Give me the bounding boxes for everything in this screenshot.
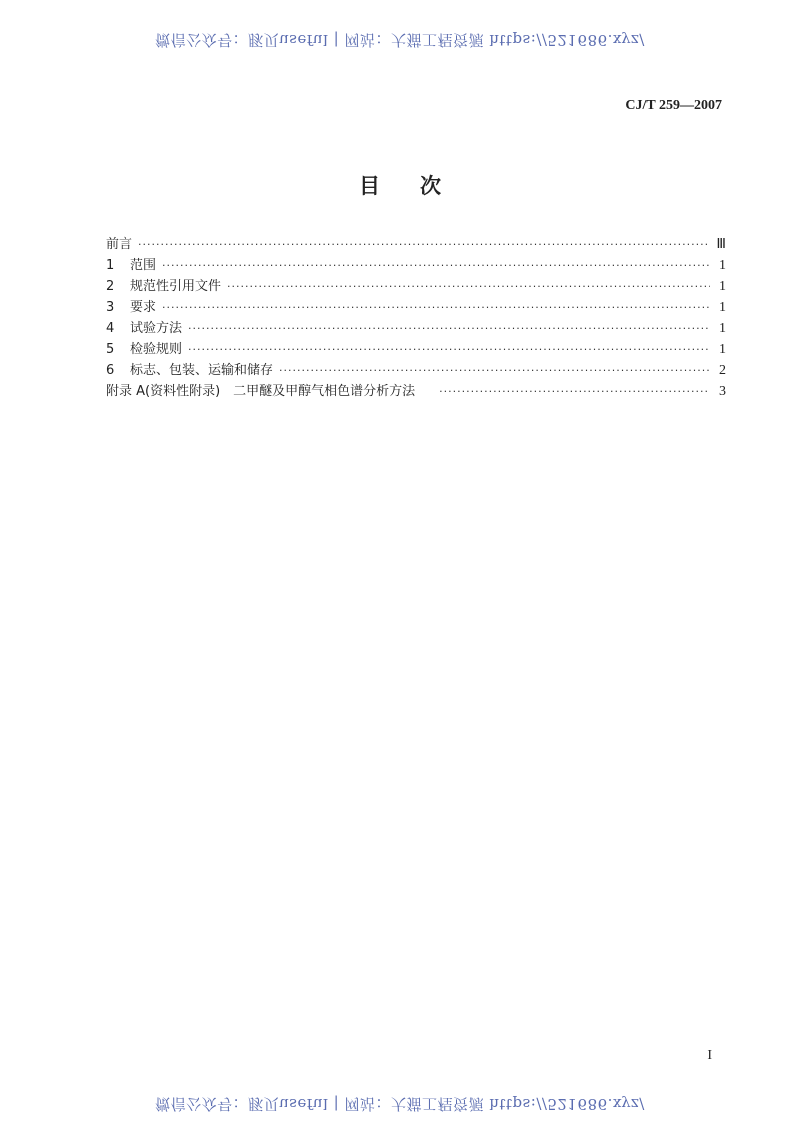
- toc-page: Ⅲ: [716, 237, 726, 252]
- toc-number: 5: [106, 342, 115, 357]
- toc-label: 前言: [106, 237, 133, 252]
- toc-page: 3: [719, 384, 726, 399]
- leader-dots: [188, 322, 710, 335]
- toc-number: 3: [106, 300, 115, 315]
- toc-page: 1: [719, 279, 726, 294]
- watermark-bottom: 微信公众号：豚贝useful | 网站：大猫工程资源 https://521686.xyz/: [155, 1095, 645, 1113]
- toc-entry[interactable]: [106, 254, 726, 275]
- toc-page: 2: [719, 363, 726, 378]
- toc-label: 附录 A(资料性附录) 二甲醚及甲醇气相色谱分析方法: [106, 384, 416, 399]
- toc-entry[interactable]: [106, 275, 726, 296]
- toc-entry-appendix-a[interactable]: [106, 380, 726, 401]
- toc-entry-foreword[interactable]: [106, 233, 726, 254]
- leader-dots: [162, 259, 710, 272]
- toc-label: 标志、包装、运输和储存: [130, 363, 274, 378]
- toc-number: 6: [106, 363, 115, 378]
- watermark-top: 微信公众号：豚贝useful | 网站：大猫工程资源 https://521686.xyz/: [155, 31, 645, 49]
- page-number: I: [707, 1048, 712, 1063]
- toc-entry[interactable]: [106, 359, 726, 380]
- toc-page: 1: [719, 342, 726, 357]
- toc-label: 检验规则: [130, 342, 183, 357]
- toc-entry[interactable]: [106, 296, 726, 317]
- toc-label: 规范性引用文件: [130, 279, 222, 294]
- toc-entry[interactable]: [106, 338, 726, 359]
- table-of-contents: [106, 233, 726, 401]
- toc-label: 试验方法: [130, 321, 183, 336]
- leader-dots: [439, 385, 710, 398]
- standard-code: CJ/T 259—2007: [625, 98, 722, 113]
- toc-number: 2: [106, 279, 115, 294]
- toc-label: 要求: [130, 300, 157, 315]
- toc-label: 范围: [130, 258, 157, 273]
- leader-dots: [138, 238, 710, 251]
- toc-number: 1: [106, 258, 115, 273]
- toc-number: 4: [106, 321, 115, 336]
- leader-dots: [188, 343, 710, 356]
- leader-dots: [279, 364, 710, 377]
- toc-page: 1: [719, 258, 726, 273]
- toc-page: 1: [719, 300, 726, 315]
- toc-page: 1: [719, 321, 726, 336]
- leader-dots: [227, 280, 710, 293]
- page-title: 目次: [359, 174, 481, 198]
- leader-dots: [162, 301, 710, 314]
- toc-entry[interactable]: [106, 317, 726, 338]
